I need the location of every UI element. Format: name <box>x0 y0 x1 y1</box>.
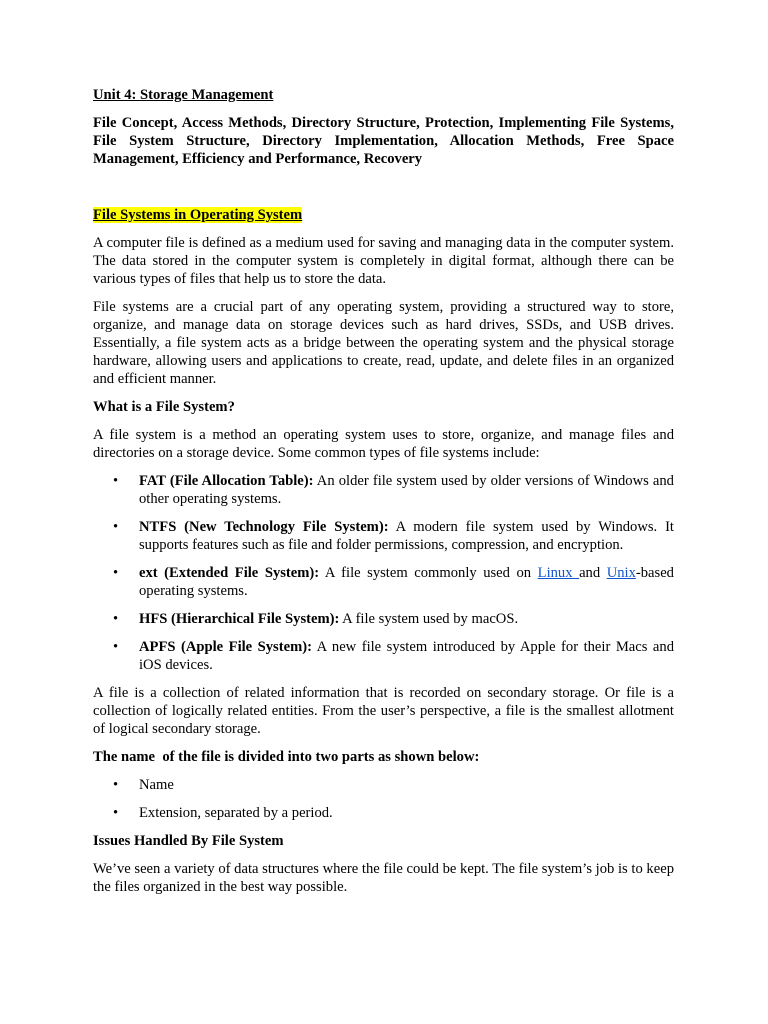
bullet-icon: • <box>113 611 119 627</box>
topics-list: File Concept, Access Methods, Directory Structure, Protection, Implementing File Systems, File System Structure, Directory Implementation, Allocation Methods, Free Space Management, Efficiency and Performance, Recovery <box>93 115 674 167</box>
fs-desc-mid: and <box>579 565 607 581</box>
issues-heading: Issues Handled By File System <box>93 833 284 849</box>
intro-paragraph-2: File systems are a crucial part of any operating system, providing a structured way to store, organize, and manage data on storage devices such as hard drives, SSDs, and USB drives. Essentially, a file system acts as a bridge between the operating system and the physical storage hardware, allowing users and applications to create, read, update, and delete files in an organized and efficient manner. <box>93 299 674 387</box>
file-definition-paragraph: A file is a collection of related information that is recorded on secondary storage. Or file is a collection of logically related entities. From the user’s perspective, a file is the smallest allotment of logical secondary storage. <box>93 685 674 737</box>
issues-paragraph: We’ve seen a variety of data structures where the file could be kept. The file system’s job is to keep the files organized in the best way possible. <box>93 861 674 895</box>
bullet-icon: • <box>113 473 119 489</box>
what-is-file-system-heading: What is a File System? <box>93 399 235 415</box>
bullet-icon: • <box>113 805 119 821</box>
list-item <box>93 776 674 794</box>
list-item <box>93 610 674 628</box>
fs-term: ext (Extended File System): <box>139 565 320 581</box>
bullet-icon: • <box>113 639 119 655</box>
bullet-icon: • <box>113 777 119 793</box>
section-title-text: File Systems in Operating System <box>93 207 303 223</box>
name-parts-list <box>93 776 674 822</box>
fs-term: HFS (Hierarchical File System): <box>139 611 340 627</box>
name-part: Extension, separated by a period. <box>139 805 333 821</box>
intro-paragraph-1: A computer file is defined as a medium used for saving and managing data in the computer system. The data stored in the computer system is completely in digital format, although there can be various types of files that help us to store the data. <box>93 235 674 287</box>
fs-desc-after: -based operating systems. <box>139 565 674 599</box>
fs-desc: A modern file system used by Windows. It supports features such as file and folder permissions, compression, and encryption. <box>139 519 674 553</box>
list-item <box>93 804 674 822</box>
fs-term: FAT (File Allocation Table): <box>139 473 314 489</box>
fs-desc: A file system used by macOS. <box>339 611 519 627</box>
fs-term: APFS (Apple File System): <box>139 639 312 655</box>
section-title <box>93 206 674 224</box>
unix-link[interactable]: Unix <box>606 565 636 581</box>
list-item <box>93 518 674 554</box>
name-part: Name <box>139 777 174 793</box>
list-item <box>93 638 674 674</box>
document-body <box>93 86 674 906</box>
fs-types-list <box>93 472 674 674</box>
fs-desc: An older file system used by older versions of Windows and other operating systems. <box>139 473 674 507</box>
bullet-icon: • <box>113 519 119 535</box>
fs-desc: A file system commonly used on <box>319 565 538 581</box>
fs-term: NTFS (New Technology File System): <box>139 519 389 535</box>
file-name-heading: The name of the file is divided into two parts as shown below: <box>93 749 480 765</box>
list-item <box>93 564 674 600</box>
what-is-file-system-paragraph: A file system is a method an operating system uses to store, organize, and manage files and directories on a storage device. Some common types of file systems include: <box>93 427 674 461</box>
unit-title: Unit 4: Storage Management <box>93 87 274 103</box>
linux-link[interactable]: Linux <box>537 565 580 581</box>
bullet-icon: • <box>113 565 119 581</box>
fs-desc: A new file system introduced by Apple for their Macs and iOS devices. <box>139 639 674 673</box>
list-item <box>93 472 674 508</box>
